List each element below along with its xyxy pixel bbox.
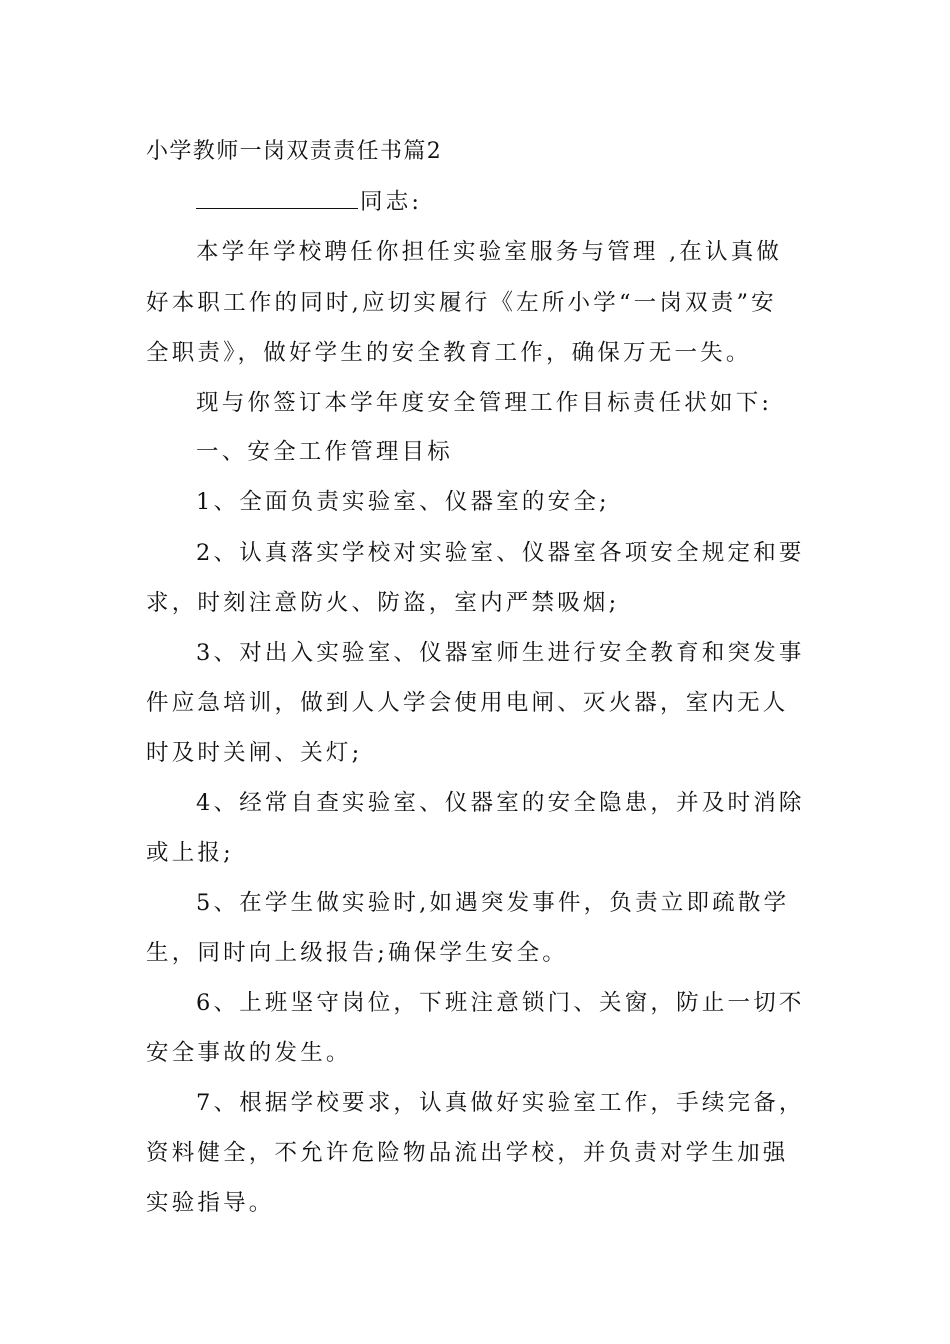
list-item-continuation: 件应急培训，做到人人学会使用电闸、灭火器，室内无人 xyxy=(146,690,789,716)
paragraph-line: 全职责》，做好学生的安全教育工作，确保万无一失。 xyxy=(146,340,752,366)
name-blank xyxy=(196,186,358,209)
list-item: 2、认真落实学校对实验室、仪器室各项安全规定和要 xyxy=(196,540,805,566)
document-title: 小学教师一岗双责责任书篇2 xyxy=(146,139,443,164)
list-item-continuation: 安全事故的发生。 xyxy=(146,1040,352,1066)
list-item: 4、经常自查实验室、仪器室的安全隐患，并及时消除 xyxy=(196,790,805,816)
list-item-continuation: 求，时刻注意防火、防盗，室内严禁吸烟; xyxy=(146,590,620,616)
list-item-continuation: 生，同时向上级报告;确保学生安全。 xyxy=(146,940,568,966)
section-heading: 一、安全工作管理目标 xyxy=(196,439,454,465)
list-item: 6、上班坚守岗位，下班注意锁门、关窗，防止一切不 xyxy=(196,990,805,1016)
list-item-continuation: 资料健全，不允许危险物品流出学校，并负责对学生加强 xyxy=(146,1140,789,1166)
list-item: 1、全面负责实验室、仪器室的安全; xyxy=(196,489,610,515)
list-item: 3、对出入实验室、仪器室师生进行安全教育和突发事 xyxy=(196,640,805,666)
addressee-line xyxy=(196,186,860,218)
list-item-continuation: 或上报; xyxy=(146,840,234,866)
paragraph-line: 本学年学校聘任你担任实验室服务与管理 ,在认真做 xyxy=(196,239,783,265)
list-item: 5、在学生做实验时,如遇突发事件，负责立即疏散学 xyxy=(196,890,790,916)
paragraph-line: 好本职工作的同时,应切实履行《左所小学“一岗双责”安 xyxy=(146,290,777,316)
paragraph-line: 现与你签订本学年度安全管理工作目标责任状如下: xyxy=(196,390,773,416)
list-item: 7、根据学校要求，认真做好实验室工作，手续完备， xyxy=(196,1090,805,1116)
list-item-continuation: 实验指导。 xyxy=(146,1190,275,1216)
list-item-continuation: 时及时关闸、关灯; xyxy=(146,740,363,766)
addressee-suffix: 同志: xyxy=(360,189,423,215)
